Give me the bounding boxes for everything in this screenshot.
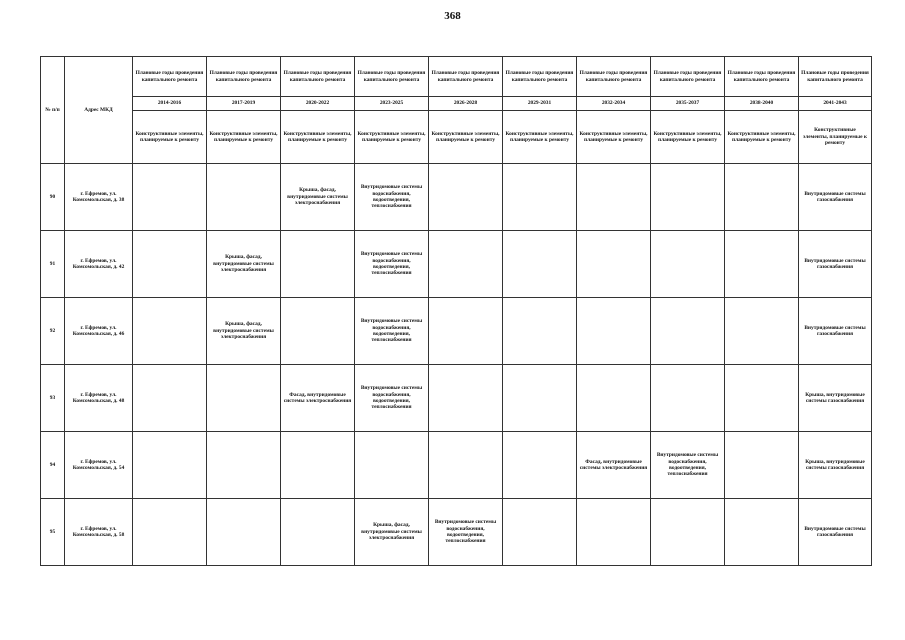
repair-cell [281, 298, 355, 365]
repair-cell [651, 499, 725, 566]
header-year-range: 2032-2034 [577, 97, 651, 111]
header-elements-label: Конструктивные элементы, планируемые к ремонту [133, 111, 207, 164]
repair-cell [503, 164, 577, 231]
repair-cell: Внутридомовые системы водоснабжения, водоотведения, теплоснабжения [355, 231, 429, 298]
row-address: г. Ефремов, ул. Комсомольская, д. 42 [65, 231, 133, 298]
repair-cell [503, 499, 577, 566]
row-number: 93 [41, 365, 65, 432]
repair-cell: Крыша, внутридомовые системы газоснабжения [799, 432, 872, 499]
row-number: 94 [41, 432, 65, 499]
repair-cell [503, 365, 577, 432]
row-number: 92 [41, 298, 65, 365]
table-row [41, 365, 872, 432]
repair-cell [429, 432, 503, 499]
repair-cell [577, 365, 651, 432]
repair-cell [207, 432, 281, 499]
header-elements-label: Конструктивные элементы, планируемые к ремонту [651, 111, 725, 164]
header-year-range: 2026-2028 [429, 97, 503, 111]
repair-cell [133, 365, 207, 432]
header-period-title: Плановые годы проведения капитального ремонта [207, 57, 281, 97]
repair-cell [207, 365, 281, 432]
repair-cell: Внутридомовые системы газоснабжения [799, 499, 872, 566]
repair-cell: Крыша, фасад, внутридомовые системы электроснабжения [207, 231, 281, 298]
repair-cell: Внутридомовые системы газоснабжения [799, 164, 872, 231]
capital-repair-schedule-table [40, 56, 872, 566]
repair-cell [577, 164, 651, 231]
header-year-range: 2020-2022 [281, 97, 355, 111]
page-number: 368 [444, 10, 461, 22]
repair-cell: Фасад, внутридомовые системы электроснабжения [281, 365, 355, 432]
repair-cell [725, 432, 799, 499]
table-row [41, 164, 872, 231]
row-address: г. Ефремов, ул. Комсомольская, д. 54 [65, 432, 133, 499]
repair-cell [503, 432, 577, 499]
repair-cell [429, 365, 503, 432]
repair-cell [133, 231, 207, 298]
repair-cell [429, 164, 503, 231]
repair-cell [651, 298, 725, 365]
header-year-range: 2029-2031 [503, 97, 577, 111]
repair-cell [429, 231, 503, 298]
repair-cell [651, 164, 725, 231]
repair-cell [207, 164, 281, 231]
repair-cell [651, 231, 725, 298]
repair-cell [281, 499, 355, 566]
header-year-range: 2038-2040 [725, 97, 799, 111]
row-number: 90 [41, 164, 65, 231]
repair-cell: Внутридомовые системы водоснабжения, водоотведения, теплоснабжения [355, 365, 429, 432]
header-year-range: 2023-2025 [355, 97, 429, 111]
repair-cell: Крыша, фасад, внутридомовые системы электроснабжения [281, 164, 355, 231]
header-elements-label: Конструктивные элементы, планируемые к ремонту [725, 111, 799, 164]
header-period-title: Плановые годы проведения капитального ремонта [281, 57, 355, 97]
header-year-range: 2041-2043 [799, 97, 872, 111]
table-row [41, 298, 872, 365]
header-period-title: Плановые годы проведения капитального ремонта [799, 57, 872, 97]
repair-cell [133, 164, 207, 231]
header-row-elements [41, 111, 872, 164]
header-elements-label: Конструктивные элементы, планируемые к ремонту [577, 111, 651, 164]
repair-cell [651, 365, 725, 432]
header-elements-label: Конструктивные элементы, планируемые к ремонту [355, 111, 429, 164]
row-address: г. Ефремов, ул. Комсомольская, д. 58 [65, 499, 133, 566]
header-elements-label: Конструктивные элементы, планируемые к ремонту [429, 111, 503, 164]
repair-cell [207, 499, 281, 566]
header-year-range: 2014-2016 [133, 97, 207, 111]
repair-cell [577, 499, 651, 566]
repair-cell: Крыша, внутридомовые системы газоснабжения [799, 365, 872, 432]
row-address: г. Ефремов, ул. Комсомольская, д. 46 [65, 298, 133, 365]
repair-cell [725, 365, 799, 432]
header-period-title: Плановые годы проведения капитального ремонта [355, 57, 429, 97]
row-address: г. Ефремов, ул. Комсомольская, д. 48 [65, 365, 133, 432]
table-header [41, 57, 872, 164]
header-row-years [41, 97, 872, 111]
header-year-range: 2035-2037 [651, 97, 725, 111]
header-address: Адрес МКД [65, 57, 133, 164]
repair-cell [725, 499, 799, 566]
repair-cell: Внутридомовые системы водоснабжения, водоотведения, теплоснабжения [355, 164, 429, 231]
repair-cell [429, 298, 503, 365]
repair-cell [725, 231, 799, 298]
repair-cell: Крыша, фасад, внутридомовые системы электроснабжения [207, 298, 281, 365]
header-period-title: Плановые годы проведения капитального ремонта [133, 57, 207, 97]
repair-cell: Внутридомовые системы водоснабжения, водоотведения, теплоснабжения [429, 499, 503, 566]
repair-cell [725, 164, 799, 231]
repair-cell: Крыша, фасад, внутридомовые системы электроснабжения [355, 499, 429, 566]
repair-cell [281, 432, 355, 499]
header-elements-label: Конструктивные элементы, планируемые к ремонту [207, 111, 281, 164]
repair-cell [281, 231, 355, 298]
repair-cell [133, 499, 207, 566]
table-row [41, 231, 872, 298]
repair-cell [133, 432, 207, 499]
repair-cell: Внутридомовые системы водоснабжения, водоотведения, теплоснабжения [355, 298, 429, 365]
repair-cell [503, 231, 577, 298]
repair-cell [577, 231, 651, 298]
header-elements-label: Конструктивные элементы, планируемые к ремонту [799, 111, 872, 164]
header-period-title: Плановые годы проведения капитального ремонта [577, 57, 651, 97]
repair-cell: Фасад, внутридомовые системы электроснабжения [577, 432, 651, 499]
header-row-titles [41, 57, 872, 97]
header-num: № п/п [41, 57, 65, 164]
repair-cell: Внутридомовые системы газоснабжения [799, 231, 872, 298]
header-period-title: Плановые годы проведения капитального ремонта [651, 57, 725, 97]
header-elements-label: Конструктивные элементы, планируемые к ремонту [503, 111, 577, 164]
repair-cell [503, 298, 577, 365]
repair-cell [133, 298, 207, 365]
header-period-title: Плановые годы проведения капитального ремонта [429, 57, 503, 97]
repair-cell [577, 298, 651, 365]
repair-cell [355, 432, 429, 499]
table-row [41, 432, 872, 499]
repair-cell: Внутридомовые системы водоснабжения, водоотведения, теплоснабжения [651, 432, 725, 499]
repair-cell: Внутридомовые системы газоснабжения [799, 298, 872, 365]
row-number: 91 [41, 231, 65, 298]
table-body [41, 164, 872, 566]
header-year-range: 2017-2019 [207, 97, 281, 111]
row-address: г. Ефремов, ул. Комсомольская, д. 38 [65, 164, 133, 231]
header-elements-label: Конструктивные элементы, планируемые к ремонту [281, 111, 355, 164]
header-period-title: Плановые годы проведения капитального ремонта [503, 57, 577, 97]
header-period-title: Плановые годы проведения капитального ремонта [725, 57, 799, 97]
table-row [41, 499, 872, 566]
row-number: 95 [41, 499, 65, 566]
repair-cell [725, 298, 799, 365]
